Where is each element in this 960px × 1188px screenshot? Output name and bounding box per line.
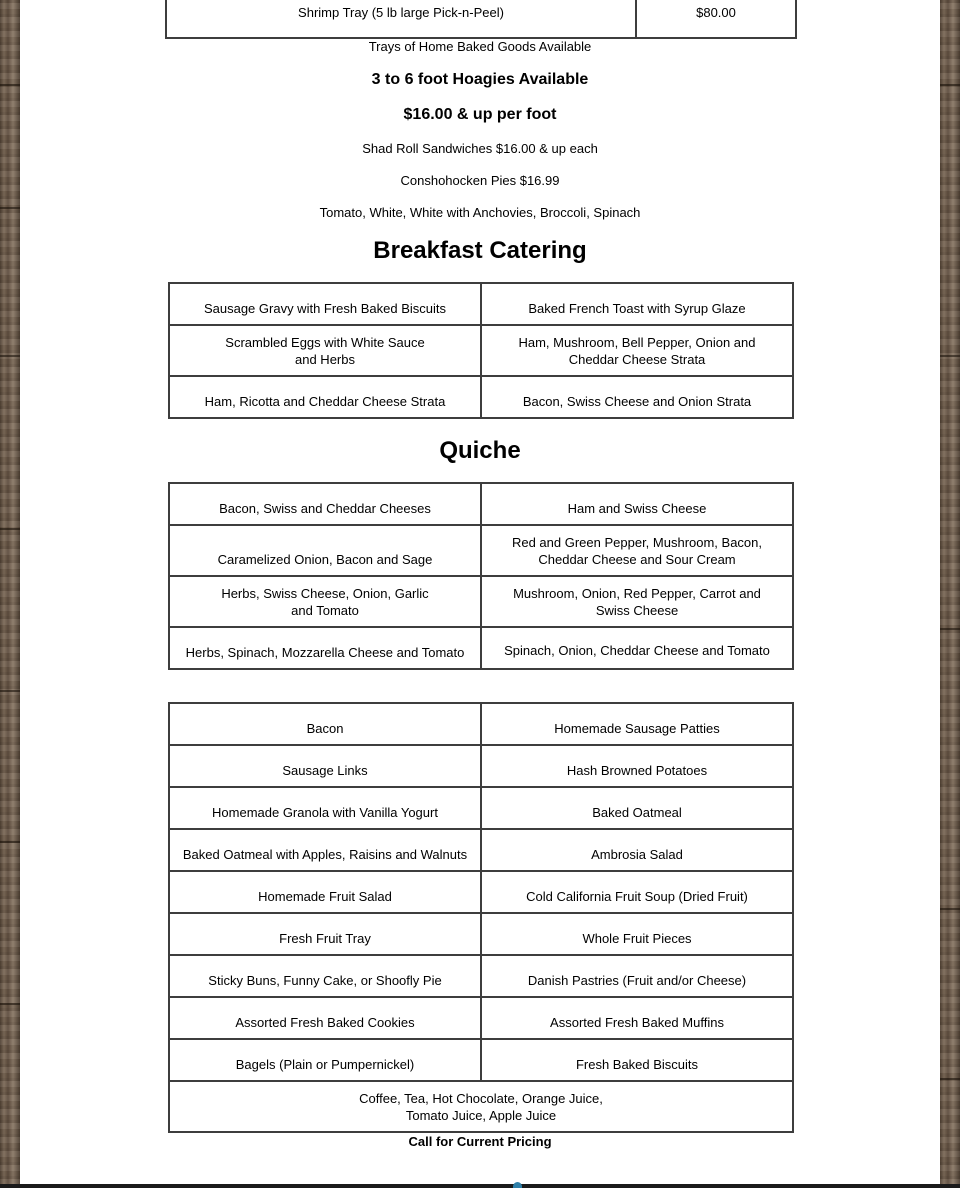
sides-cell: Bagels (Plain or Pumpernickel) [169, 1039, 481, 1081]
sides-cell: Danish Pastries (Fruit and/or Cheese) [481, 955, 793, 997]
sides-cell: Ambrosia Salad [481, 829, 793, 871]
beverages: Coffee, Tea, Hot Chocolate, Orange Juice, Tomato Juice, Apple Juice [359, 1091, 603, 1123]
sides-cell: Cold California Fruit Soup (Dried Fruit) [481, 871, 793, 913]
pies-note: Conshohocken Pies $16.99 [400, 173, 560, 188]
quiche-cell: Mushroom, Onion, Red Pepper, Carrot and Swiss Cheese [481, 576, 793, 627]
beverages-cell [169, 1081, 793, 1132]
sides-cell: Assorted Fresh Baked Cookies [169, 997, 481, 1039]
sides-cell: Bacon [169, 703, 481, 745]
hoagies-heading: 3 to 6 foot Hoagies Available [371, 71, 589, 88]
breakfast-table [168, 282, 794, 419]
quiche-cell: Herbs, Spinach, Mozzarella Cheese and Tomato [169, 627, 481, 669]
sides-cell: Hash Browned Potatoes [481, 745, 793, 787]
breakfast-cell: Sausage Gravy with Fresh Baked Biscuits [169, 283, 481, 325]
quiche-cell: Bacon, Swiss and Cheddar Cheeses [169, 483, 481, 525]
sides-cell: Whole Fruit Pieces [481, 913, 793, 955]
sides-cell: Fresh Baked Biscuits [481, 1039, 793, 1081]
sides-cell: Homemade Sausage Patties [481, 703, 793, 745]
sides-cell: Baked Oatmeal [481, 787, 793, 829]
hoagie-price: $16.00 & up per foot [403, 106, 557, 123]
pie-flavors: Tomato, White, White with Anchovies, Broccoli, Spinach [319, 205, 641, 220]
pricing-note: Call for Current Pricing [408, 1134, 552, 1149]
menu-page [20, 0, 940, 1188]
sides-cell: Baked Oatmeal with Apples, Raisins and Walnuts [169, 829, 481, 871]
quiche-cell: Red and Green Pepper, Mushroom, Bacon, Cheddar Cheese and Sour Cream [481, 525, 793, 576]
sides-cell: Sausage Links [169, 745, 481, 787]
sides-cell: Assorted Fresh Baked Muffins [481, 997, 793, 1039]
sides-cell: Sticky Buns, Funny Cake, or Shoofly Pie [169, 955, 481, 997]
quiche-cell: Herbs, Swiss Cheese, Onion, Garlic and Tomato [169, 576, 481, 627]
tray-price: $80.00 [696, 5, 736, 20]
wood-border-left [0, 0, 20, 1188]
breakfast-cell: Baked French Toast with Syrup Glaze [481, 283, 793, 325]
quiche-title: Quiche [439, 437, 521, 464]
sides-table [168, 702, 794, 1133]
quiche-cell: Spinach, Onion, Cheddar Cheese and Tomato [481, 627, 793, 669]
tray-item: Shrimp Tray (5 lb large Pick-n-Peel) [298, 5, 504, 20]
wood-border-right [940, 0, 960, 1188]
tray-item-cell [166, 0, 636, 38]
quiche-table [168, 482, 794, 670]
breakfast-cell: Ham, Mushroom, Bell Pepper, Onion and Cheddar Cheese Strata [481, 325, 793, 376]
scroll-indicator-icon [513, 1182, 522, 1188]
quiche-cell: Caramelized Onion, Bacon and Sage [169, 525, 481, 576]
sides-cell: Homemade Fruit Salad [169, 871, 481, 913]
sides-cell: Fresh Fruit Tray [169, 913, 481, 955]
breakfast-title: Breakfast Catering [373, 237, 587, 264]
shad-roll-note: Shad Roll Sandwiches $16.00 & up each [362, 141, 598, 156]
quiche-cell: Ham and Swiss Cheese [481, 483, 793, 525]
page-footer-bar [0, 1184, 960, 1188]
trays-note: Trays of Home Baked Goods Available [368, 39, 592, 54]
breakfast-cell: Scrambled Eggs with White Sauce and Herbs [169, 325, 481, 376]
breakfast-cell: Ham, Ricotta and Cheddar Cheese Strata [169, 376, 481, 418]
seafood-tray-table [165, 0, 797, 39]
sides-cell: Homemade Granola with Vanilla Yogurt [169, 787, 481, 829]
breakfast-cell: Bacon, Swiss Cheese and Onion Strata [481, 376, 793, 418]
tray-price-cell [636, 0, 796, 38]
